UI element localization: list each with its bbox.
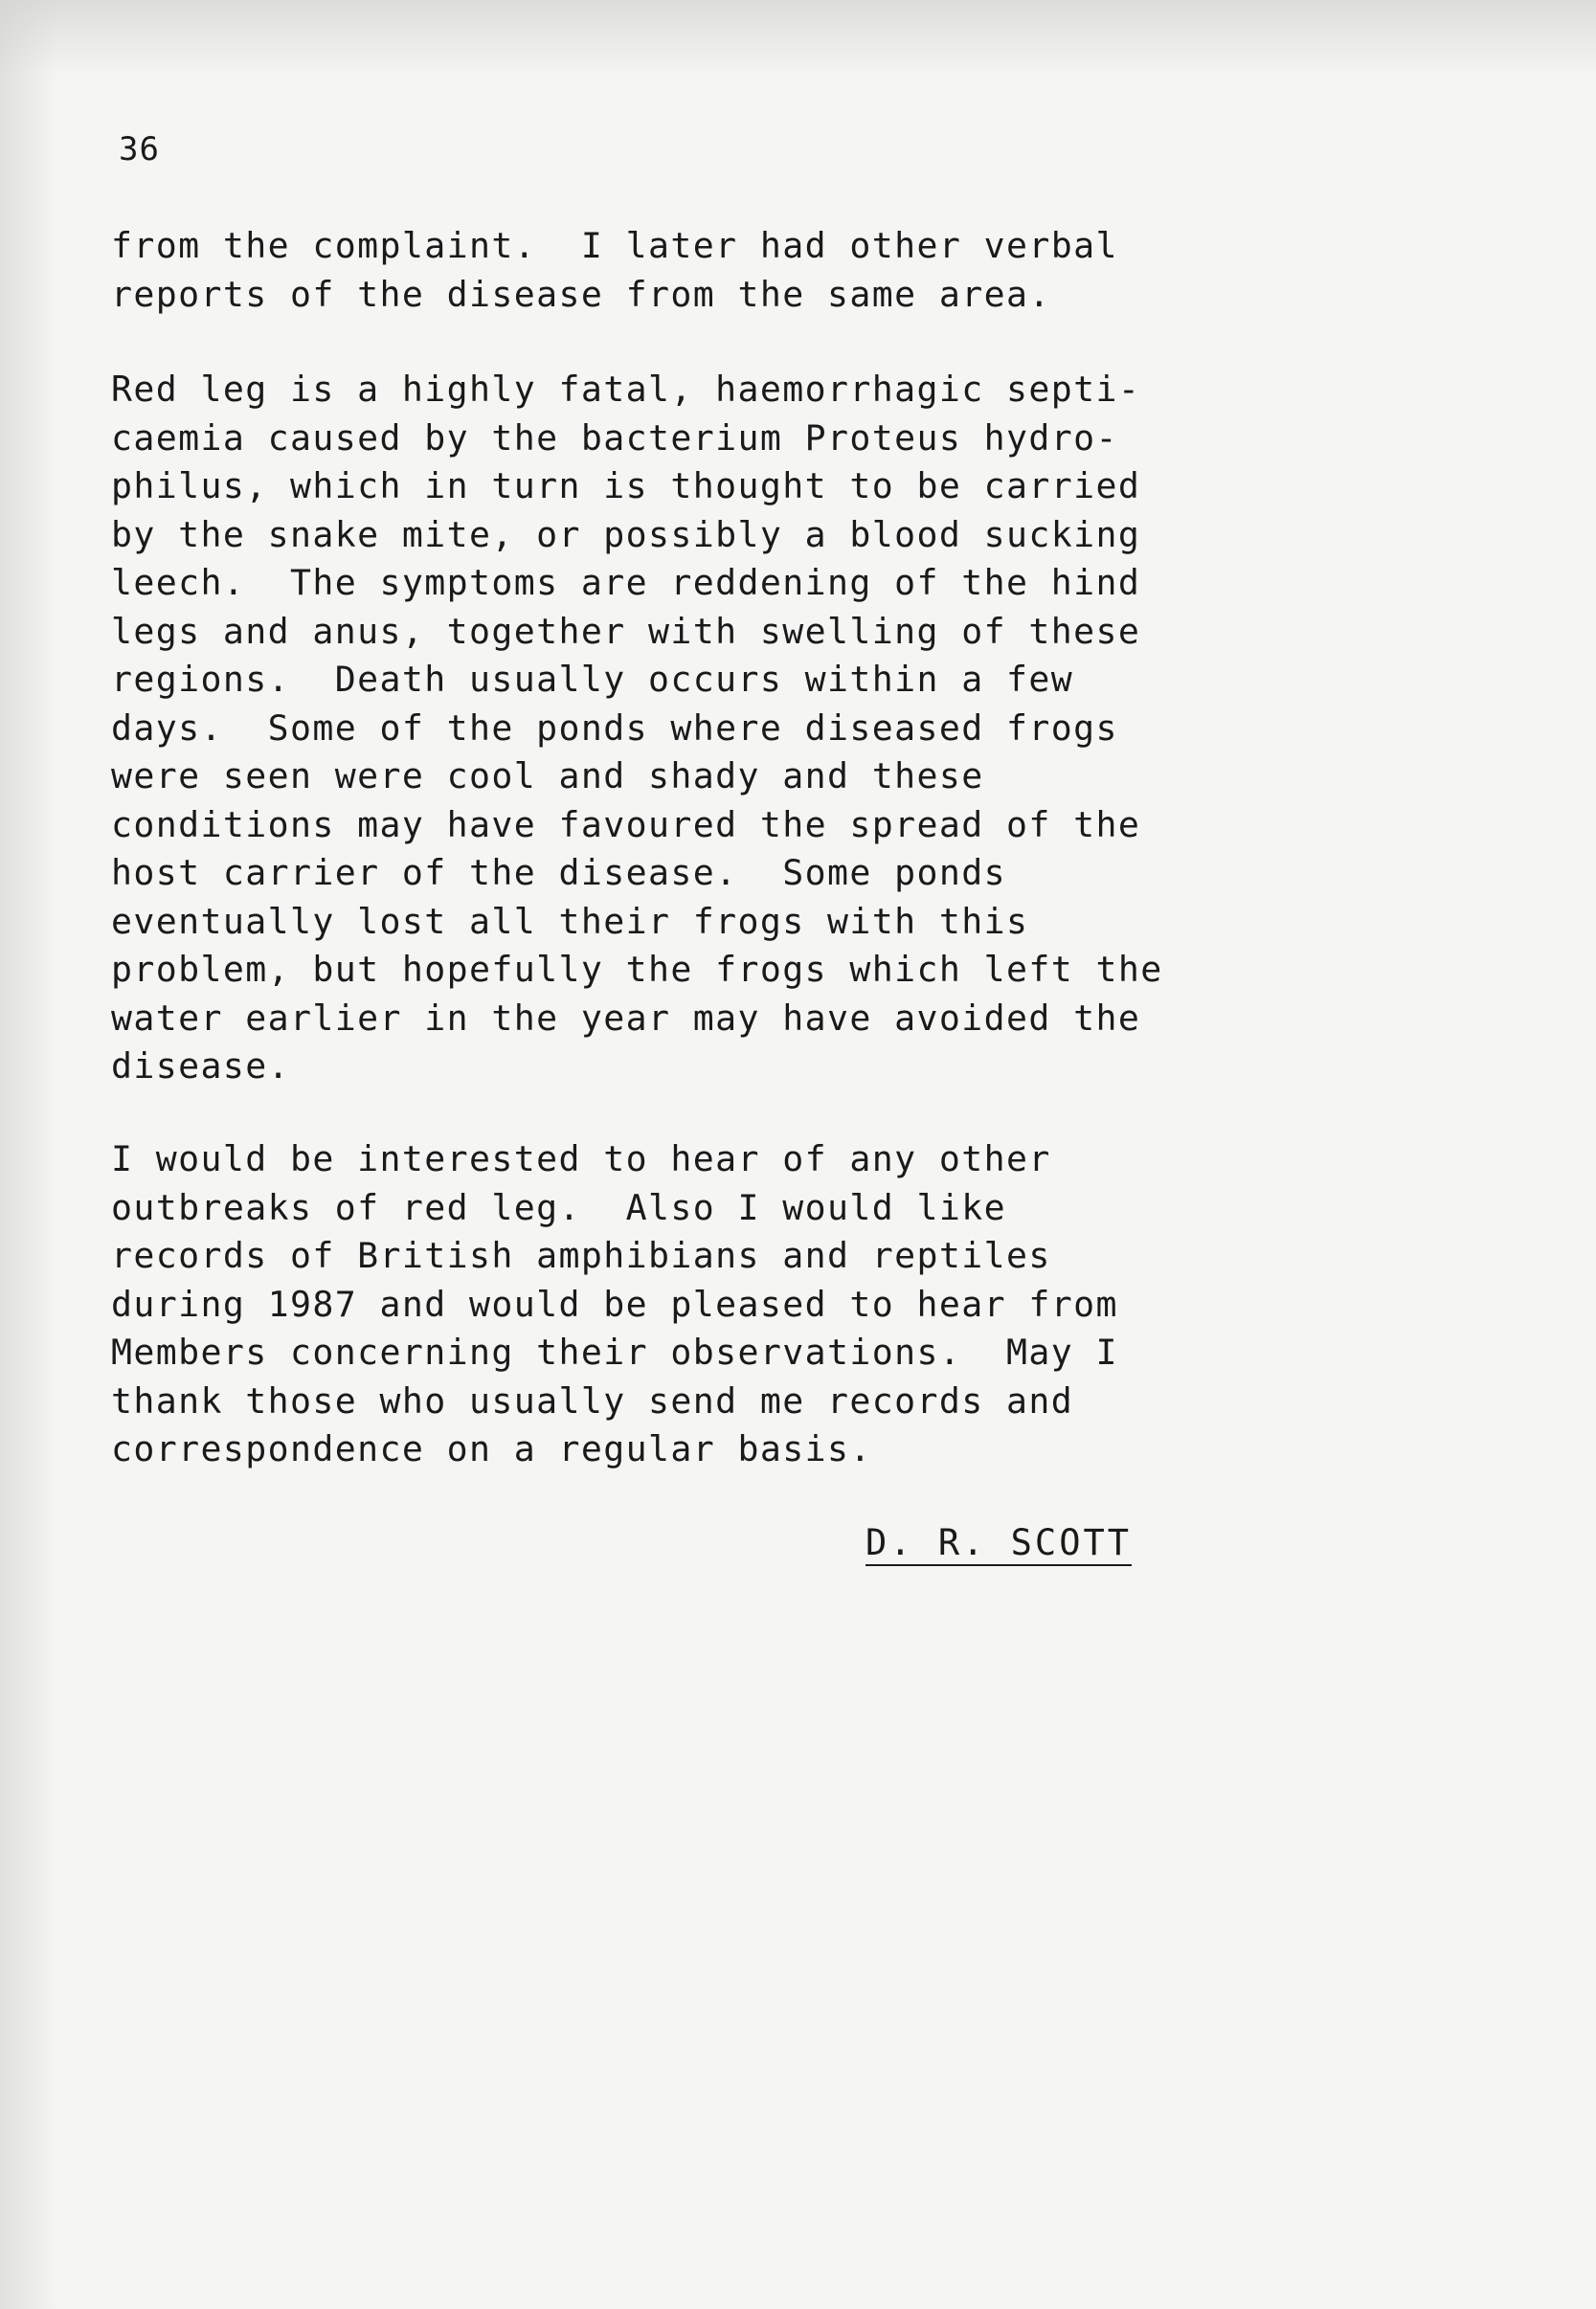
paragraph-continuation: from the complaint. I later had other verbal reports of the disease from the same area. (111, 225, 1118, 315)
paragraph-records-request: I would be interested to hear of any other outbreaks of red leg. Also I would like records of British amphibians and reptiles during 1987 and would be pleased to hear from Members concerning their observations. May I thank those who usually send me records and correspondence on a regular basis. (111, 1138, 1118, 1469)
scan-shadow-left (0, 0, 57, 2309)
page-number: 36 (119, 130, 160, 168)
author-signature: D. R. SCOTT (865, 1522, 1133, 1563)
scan-shadow-top (0, 0, 1596, 77)
paragraph-red-leg-description: Red leg is a highly fatal, haemorrhagic septi- caemia caused by the bacterium Proteus hydro- philus, which in turn is thought to be carried by the snake mite, or possibly a blood sucking leech. The symptoms are reddening of the hind legs and anus, together with swelling of these regions. Death usually occurs within a few days. Some of the ponds where diseased frogs were seen were cool and shady and these conditions may have favoured the spread of the host carrier of the disease. Some ponds eventually lost all their frogs with this problem, but hopefully the frogs which left the water earlier in the year may have avoided the disease. (111, 369, 1163, 1087)
